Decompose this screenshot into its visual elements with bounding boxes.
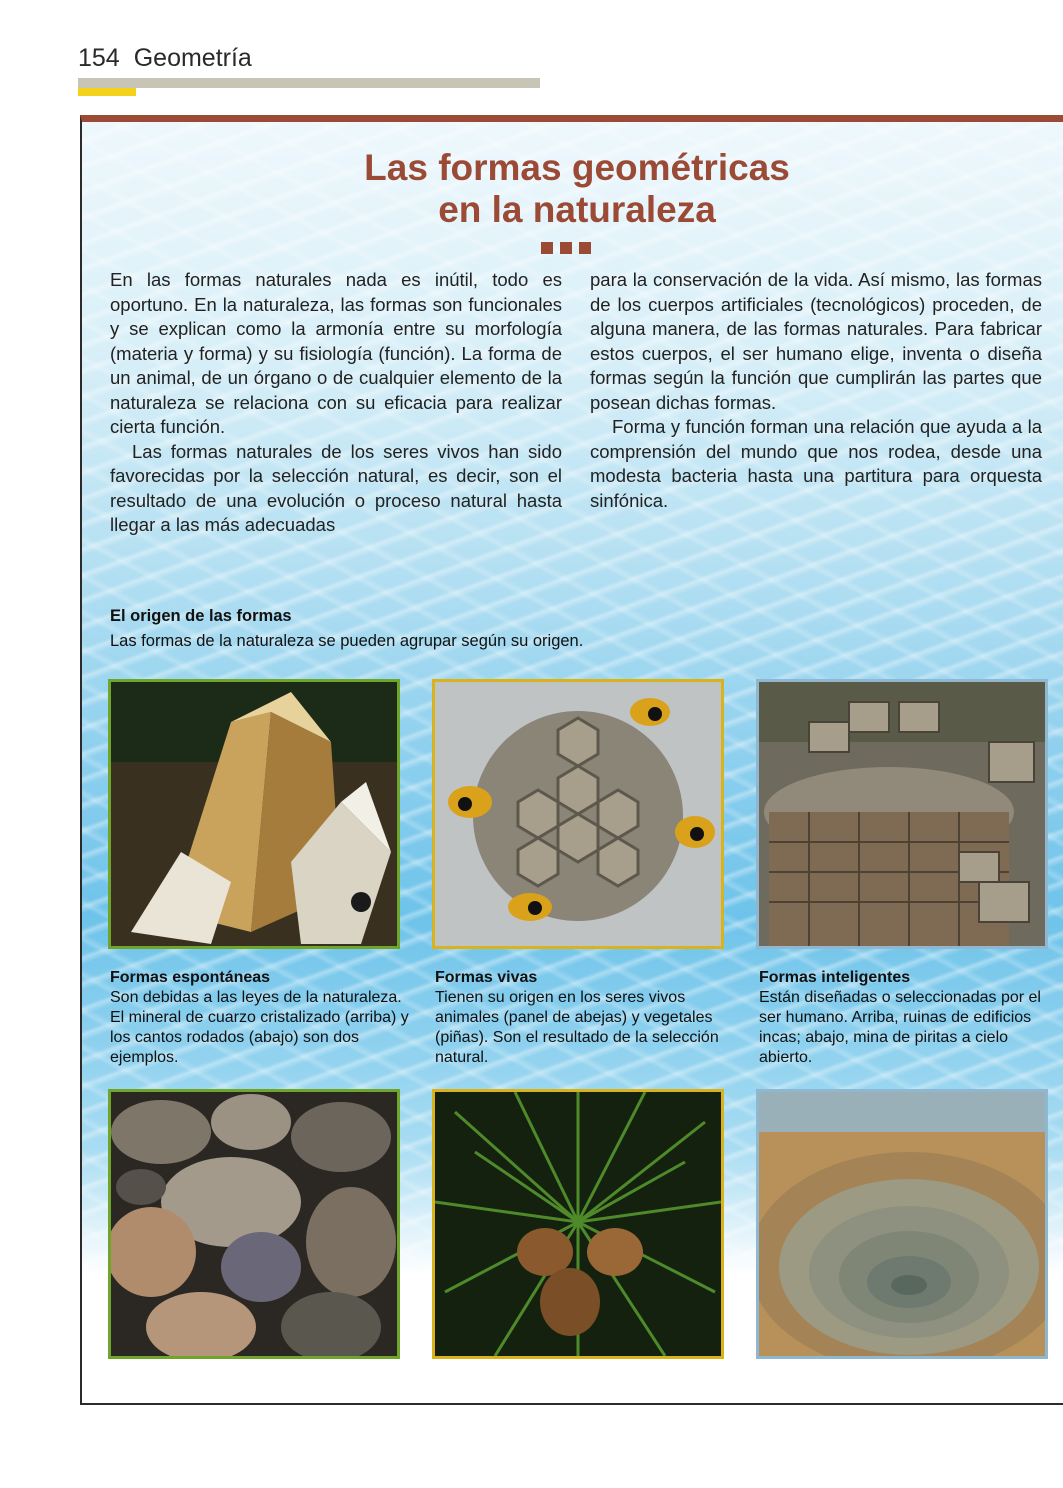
caption-title: Formas vivas bbox=[435, 969, 538, 986]
header-rule-accent bbox=[78, 88, 136, 96]
caption-spontaneous bbox=[110, 968, 410, 1068]
open-pit-mine-photo bbox=[756, 1089, 1048, 1359]
intro-column-left bbox=[110, 268, 562, 538]
inca-ruins-photo bbox=[756, 679, 1048, 949]
honeycomb-wasps-photo bbox=[432, 679, 724, 949]
page-number: 154 bbox=[78, 44, 120, 72]
caption-living bbox=[435, 968, 735, 1068]
intro-paragraph: Forma y función forman una relación que ayuda a la comprensión del mundo que nos rodea, desde una modesta bacteria hasta una partitura para orquesta sinfónica. bbox=[590, 416, 1042, 511]
content-panel bbox=[80, 115, 1063, 1405]
caption-text: Son debidas a las leyes de la naturaleza. El mineral de cuarzo cristalizado (arriba) y los cantos rodados (abajo) son dos ejemplos. bbox=[110, 989, 409, 1066]
page-title-line1: Las formas geométricas bbox=[364, 147, 790, 188]
page-title-line2: en la naturaleza bbox=[438, 189, 716, 230]
caption-text: Tienen su origen en los seres vivos animales (panel de abejas) y vegetales (piñas). Son el resultado de la selección natural. bbox=[435, 989, 719, 1066]
header-rule bbox=[78, 78, 540, 88]
intro-paragraph: Las formas naturales de los seres vivos han sido favorecidas por la selección natural, es decir, son el resultado de una evolución o proceso natural hasta llegar a las más adecuadas bbox=[110, 440, 562, 535]
caption-title: Formas espontáneas bbox=[110, 969, 271, 986]
caption-text: Están diseñadas o seleccionadas por el ser humano. Arriba, ruinas de edificios incas; abajo, mina de piritas a cielo abierto. bbox=[759, 989, 1041, 1066]
intro-paragraph: En las formas naturales nada es inútil, todo es oportuno. En la naturaleza, las formas son funcionales y se explican como la armonía entre su morfología (materia y forma) y su fisiología (función). La forma de un animal, de un órgano o de cualquier elemento de la naturaleza se relaciona con su eficacia para realizar cierta función. bbox=[110, 269, 562, 437]
intro-paragraph: para la conservación de la vida. Así mismo, las formas de los cuerpos artificiales (tecnológicos) proceden, de alguna manera, de las formas naturales. Para fabricar estos cuerpos, el ser humano elige, inventa o diseña formas según la función que cumplirán las partes que posean dichas formas. bbox=[590, 269, 1042, 413]
caption-title: Formas inteligentes bbox=[759, 969, 911, 986]
pebbles-photo bbox=[108, 1089, 400, 1359]
origin-heading: El origen de las formas bbox=[110, 607, 292, 625]
section-name: Geometría bbox=[133, 44, 252, 72]
caption-intelligent bbox=[759, 968, 1059, 1068]
page-header bbox=[78, 44, 252, 73]
pine-cones-photo bbox=[432, 1089, 724, 1359]
quartz-crystal-photo bbox=[108, 679, 400, 949]
intro-column-right bbox=[590, 268, 1042, 513]
origin-subtitle: Las formas de la naturaleza se pueden agrupar según su origen. bbox=[110, 632, 584, 650]
title-ornament bbox=[541, 242, 591, 254]
